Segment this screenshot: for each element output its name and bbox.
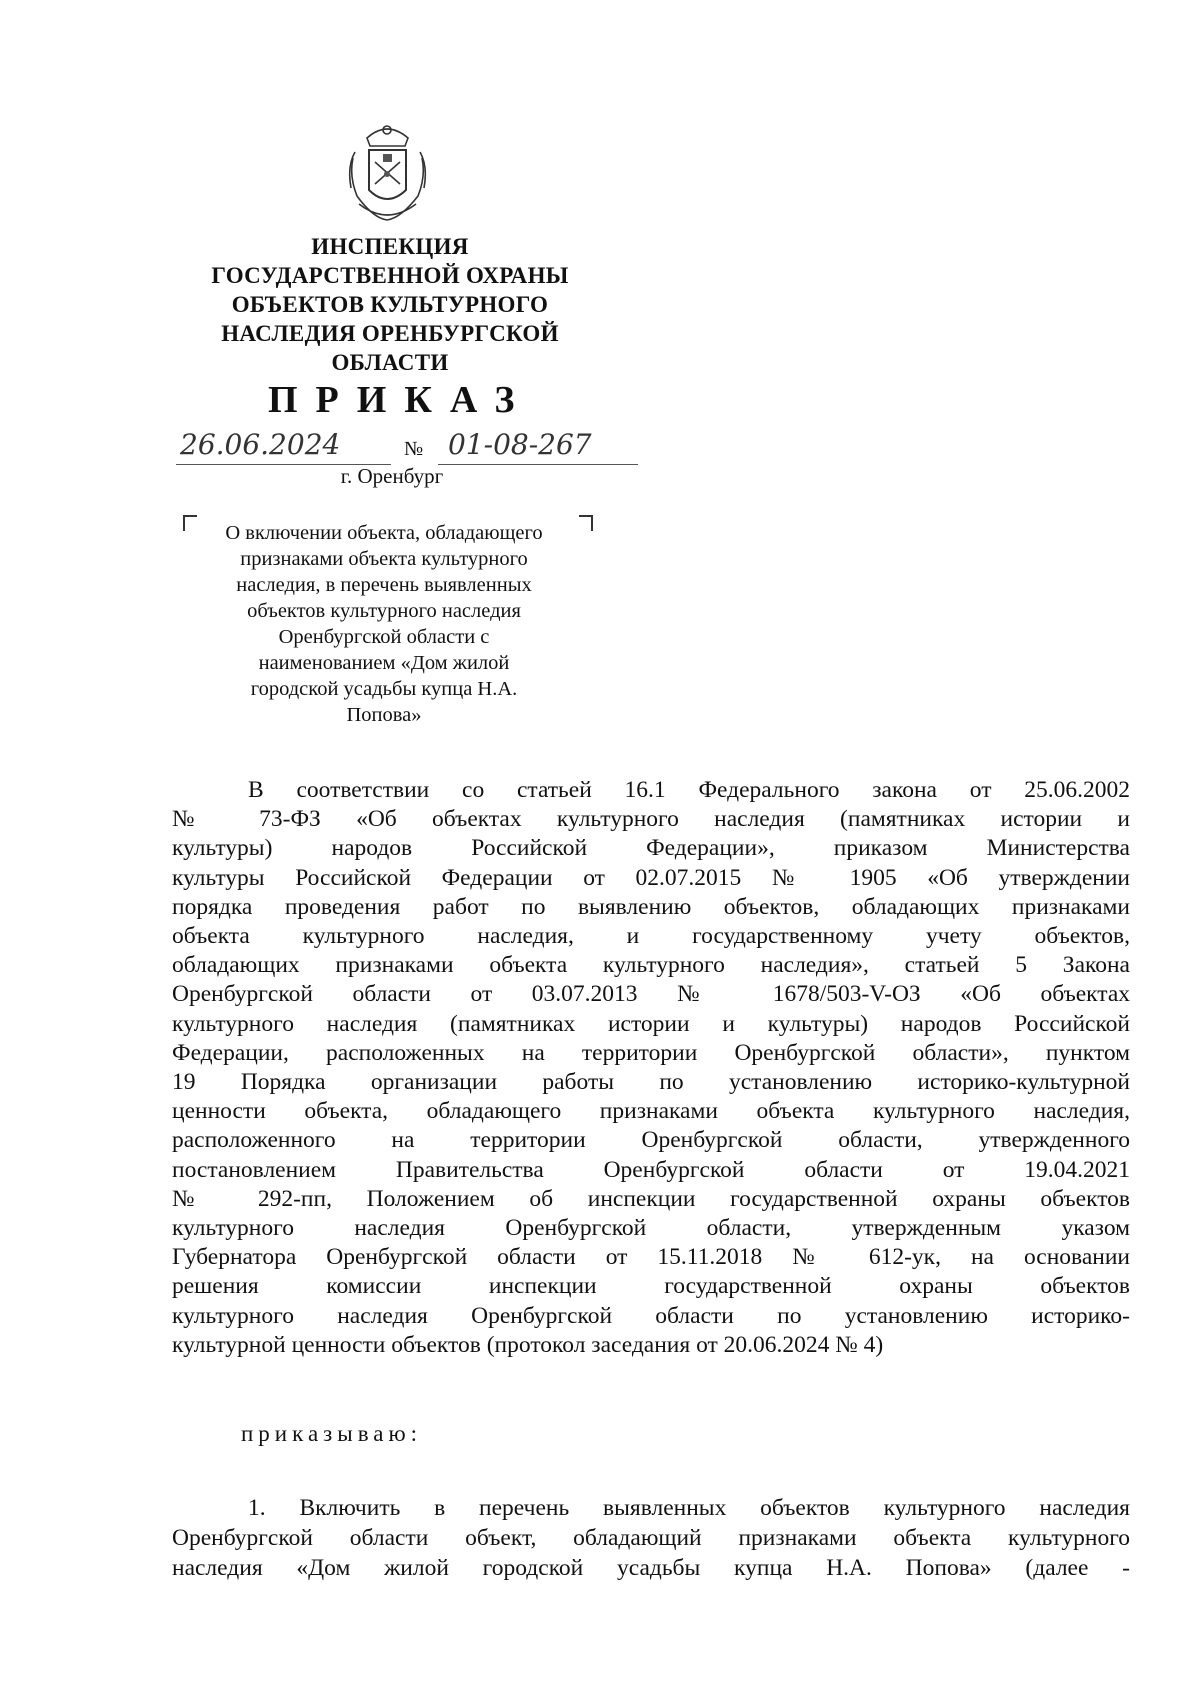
body-line: Оренбургской области от 03.07.2013 № 1678/503-V-ОЗ «Об объектах	[172, 981, 1130, 1008]
subject-line: Попова»	[346, 704, 422, 726]
document-type-title	[268, 378, 533, 422]
coat-of-arms-icon	[345, 118, 430, 223]
item-line: наследия «Дом жилой городской усадьбы купца Н.А. Попова» (далее -	[172, 1555, 1130, 1581]
body-line: культурного наследия (памятниках истории и культуры) народов Российской	[172, 1010, 1130, 1037]
subject-line: О включении объекта, обладающего	[225, 522, 543, 544]
body-line: 19 Порядка организации работы по установлению историко-культурной	[172, 1069, 1130, 1096]
body-line: порядка проведения работ по выявлению объектов, обладающих признаками	[172, 893, 1130, 920]
city: г. Оренбург	[340, 464, 444, 488]
body-line: Федерации, расположенных на территории Оренбургской области», пунктом	[172, 1039, 1130, 1066]
body-line: решения комиссии инспекции государственной охраны объектов	[172, 1273, 1130, 1300]
body-line: постановлением Правительства Оренбургской области от 19.04.2021	[172, 1156, 1130, 1183]
body-line: В соответствии со статьей 16.1 Федерального закона от 25.06.2002	[248, 777, 1130, 803]
org-line: НАСЛЕДИЯ ОРЕНБУРГСКОЙ	[221, 321, 559, 346]
order-number: 01-08-267	[448, 428, 592, 461]
organization-name	[160, 232, 620, 377]
item-1-paragraph	[172, 1493, 1130, 1583]
number-label: №	[404, 438, 424, 460]
item-line: Оренбургской области объект, обладающий признаками объекта культурного	[172, 1525, 1130, 1551]
subject-line: городской усадьбы купца Н.А.	[250, 678, 518, 700]
order-subject	[188, 520, 580, 728]
body-line: расположенного на территории Оренбургской области, утвержденного	[172, 1127, 1130, 1154]
body-line: ценности объекта, обладающего признаками объекта культурного наследия,	[172, 1098, 1130, 1125]
subject-line: объектов культурного наследия	[247, 600, 521, 622]
body-line: культурного наследия Оренбургской области по установлению историко-	[172, 1302, 1130, 1329]
decree-word: приказываю:	[241, 1421, 423, 1446]
subject-line: признаками объекта культурного	[240, 548, 528, 570]
org-line: ИНСПЕКЦИЯ	[311, 234, 469, 259]
org-line: ОБЪЕКТОВ КУЛЬТУРНОГО	[231, 292, 549, 317]
body-line: объекта культурного наследия, и государственному учету объектов,	[172, 923, 1130, 950]
body-line: обладающих признаками объекта культурного наследия», статьей 5 Закона	[172, 952, 1130, 979]
org-line: ОБЛАСТИ	[331, 350, 449, 375]
preamble-paragraph	[172, 776, 1130, 1360]
date-number-line	[176, 426, 656, 466]
subject-line: наименованием «Дом жилой	[258, 652, 510, 674]
body-line: № 292-пп, Положением об инспекции государственной охраны объектов	[172, 1185, 1130, 1212]
doc-type-text: ПРИКАЗ	[268, 379, 533, 421]
body-line: культурного наследия Оренбургской области, утвержденным указом	[172, 1215, 1130, 1242]
subject-line: Оренбургской области с	[278, 626, 490, 648]
item-line: 1. Включить в перечень выявленных объектов культурного наследия	[248, 1495, 1130, 1521]
subject-bracket-right	[579, 515, 593, 531]
body-line: Губернатора Оренбургской области от 15.11.2018 № 612-ук, на основании	[172, 1244, 1130, 1271]
org-line: ГОСУДАРСТВЕННОЙ ОХРАНЫ	[211, 263, 569, 288]
body-line: № 73-ФЗ «Об объектах культурного наследия (памятниках истории и	[172, 806, 1130, 833]
body-line: культуры Российской Федерации от 02.07.2015 № 1905 «Об утверждении	[172, 864, 1130, 891]
body-line: культурной ценности объектов (протокол заседания от 20.06.2024 № 4)	[172, 1331, 884, 1358]
body-line: культуры) народов Российской Федерации», приказом Министерства	[172, 835, 1130, 862]
order-date: 26.06.2024	[180, 428, 341, 461]
subject-line: наследия, в перечень выявленных	[236, 574, 532, 596]
